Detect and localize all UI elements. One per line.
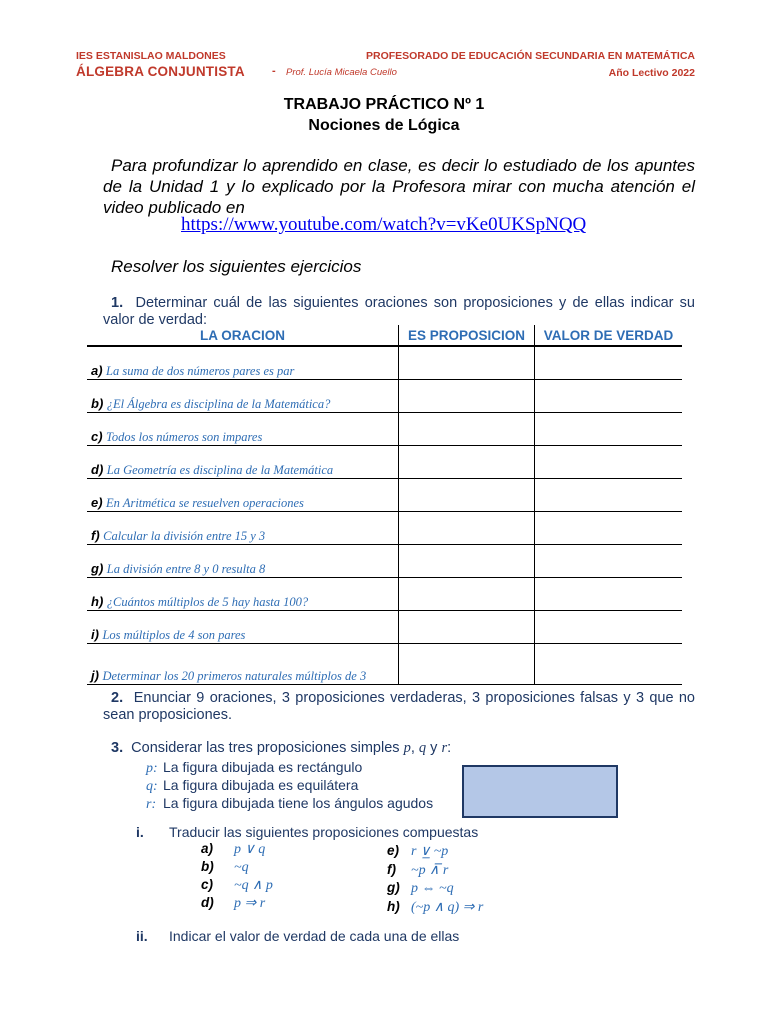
sentence-cell bbox=[87, 512, 399, 545]
video-link[interactable]: https://www.youtube.com/watch?v=vKe0UKSpNQQ bbox=[181, 214, 587, 235]
row-letter: d) bbox=[91, 462, 104, 477]
compound-h: h) (~p ∧ q) ⇒ r bbox=[387, 898, 484, 915]
compound-f: f) ~p ∧̅ r bbox=[387, 861, 449, 878]
var-q: q bbox=[418, 740, 427, 756]
exercise-1-number: 1. bbox=[111, 295, 124, 311]
compound-list-left bbox=[201, 840, 273, 912]
is-proposition-cell[interactable] bbox=[399, 578, 535, 611]
var-p: p bbox=[403, 740, 411, 756]
exercise-3 bbox=[111, 740, 451, 757]
exercise-1 bbox=[103, 295, 695, 329]
truth-value-cell[interactable] bbox=[535, 413, 683, 446]
compound-list-right bbox=[387, 842, 483, 916]
row-letter: b) bbox=[91, 396, 104, 411]
part-i-label: i. bbox=[136, 824, 144, 840]
truth-value-cell[interactable] bbox=[535, 644, 683, 685]
sentence-cell bbox=[87, 479, 399, 512]
exercise-2-text: Enunciar 9 oraciones, 3 proposiciones verdaderas, 3 proposiciones falsas y 3 que no sean proposiciones. bbox=[103, 690, 695, 723]
institution-name: IES ESTANISLAO MALDONES bbox=[76, 50, 226, 62]
row-sentence: ¿El Álgebra es disciplina de la Matemática? bbox=[106, 397, 331, 411]
part-i bbox=[136, 824, 478, 840]
row-sentence: ¿Cuántos múltiplos de 5 hay hasta 100? bbox=[106, 595, 309, 609]
part-i-text: Traducir las siguientes proposiciones compuestas bbox=[169, 824, 479, 840]
row-letter: f) bbox=[91, 528, 100, 543]
definitions-list bbox=[146, 759, 433, 813]
truth-value-cell[interactable] bbox=[535, 346, 683, 380]
comma: , bbox=[410, 740, 415, 756]
is-proposition-cell[interactable] bbox=[399, 611, 535, 644]
row-letter: c) bbox=[91, 429, 103, 444]
row-sentence: La suma de dos números pares es par bbox=[106, 364, 295, 378]
table-row bbox=[87, 644, 682, 685]
compound-c: c) ~q ∧ p bbox=[201, 877, 273, 893]
is-proposition-cell[interactable] bbox=[399, 413, 535, 446]
truth-value-cell[interactable] bbox=[535, 578, 683, 611]
sentence-cell bbox=[87, 380, 399, 413]
header-separator: - bbox=[272, 65, 276, 77]
compound-g: g) p ⇔ ~q bbox=[387, 880, 454, 896]
exercise-3-text: Considerar las tres proposiciones simples bbox=[131, 740, 400, 756]
row-letter: i) bbox=[91, 627, 99, 642]
compound-a: a) p ∨ q bbox=[201, 841, 266, 857]
is-proposition-cell[interactable] bbox=[399, 346, 535, 380]
truth-value-cell[interactable] bbox=[535, 545, 683, 578]
exercise-2-number: 2. bbox=[111, 690, 124, 706]
row-letter: e) bbox=[91, 495, 103, 510]
intro-paragraph: Para profundizar lo aprendido en clase, es decir lo estudiado de los apuntes de la Unidad 1 y lo explicado por la Profesora mirar con mucha atención el video publicado en bbox=[103, 156, 695, 217]
truth-value-cell[interactable] bbox=[535, 512, 683, 545]
exercise-1-text: Determinar cuál de las siguientes oraciones son proposiciones y de ellas indicar su valor de verdad: bbox=[103, 295, 696, 328]
page-title: TRABAJO PRÁCTICO Nº 1 bbox=[283, 96, 485, 113]
sentence-cell bbox=[87, 545, 399, 578]
school-year: Año Lectivo 2022 bbox=[608, 67, 695, 79]
page-subtitle: Nociones de Lógica bbox=[308, 117, 460, 134]
is-proposition-cell[interactable] bbox=[399, 479, 535, 512]
truth-value-cell[interactable] bbox=[535, 380, 683, 413]
table-row bbox=[87, 578, 682, 611]
row-letter: g) bbox=[91, 561, 104, 576]
part-ii-label: ii. bbox=[136, 928, 148, 944]
part-ii bbox=[136, 928, 459, 944]
subject-name: ÁLGEBRA CONJUNTISTA bbox=[76, 64, 245, 79]
definition-q: q: La figura dibujada es equilátera bbox=[146, 777, 359, 794]
conjunction-y: y bbox=[430, 740, 438, 756]
is-proposition-cell[interactable] bbox=[399, 512, 535, 545]
professor-name: Prof. Lucía Micaela Cuello bbox=[286, 67, 397, 78]
sentence-cell bbox=[87, 446, 399, 479]
col-header-is-proposition: ES PROPOSICION bbox=[399, 325, 535, 346]
row-sentence: La Geometría es disciplina de la Matemática bbox=[106, 463, 334, 477]
compound-e: e) r ∨̲ ~p bbox=[387, 843, 449, 859]
definition-r: r: La figura dibujada tiene los ángulos agudos bbox=[146, 795, 434, 812]
compound-b: b) ~q bbox=[201, 859, 249, 875]
table-row bbox=[87, 446, 682, 479]
table-row bbox=[87, 512, 682, 545]
definition-p: p: La figura dibujada es rectángulo bbox=[146, 759, 363, 776]
truth-value-cell[interactable] bbox=[535, 446, 683, 479]
sentence-cell bbox=[87, 346, 399, 380]
exercise-2 bbox=[103, 690, 695, 724]
row-letter: h) bbox=[91, 594, 104, 609]
is-proposition-cell[interactable] bbox=[399, 446, 535, 479]
row-sentence: Los múltiplos de 4 son pares bbox=[102, 628, 246, 642]
sentence-cell bbox=[87, 578, 399, 611]
sentence-cell bbox=[87, 413, 399, 446]
row-letter: j) bbox=[91, 668, 99, 683]
sentence-cell bbox=[87, 611, 399, 644]
table-row bbox=[87, 479, 682, 512]
program-name: PROFESORADO DE EDUCACIÓN SECUNDARIA EN MATEMÁTICA bbox=[365, 50, 695, 62]
truth-value-cell[interactable] bbox=[535, 611, 683, 644]
part-ii-text: Indicar el valor de verdad de cada una de ellas bbox=[169, 928, 460, 944]
table-row bbox=[87, 611, 682, 644]
table-row bbox=[87, 380, 682, 413]
row-letter: a) bbox=[91, 363, 103, 378]
row-sentence: En Aritmética se resuelven operaciones bbox=[106, 496, 304, 510]
row-sentence: Calcular la división entre 15 y 3 bbox=[103, 529, 266, 543]
row-sentence: Todos los números son impares bbox=[106, 430, 263, 444]
is-proposition-cell[interactable] bbox=[399, 644, 535, 685]
compound-d: d) p ⇒ r bbox=[201, 895, 266, 911]
table-row bbox=[87, 346, 682, 380]
var-r: r bbox=[441, 740, 448, 756]
truth-value-cell[interactable] bbox=[535, 479, 683, 512]
is-proposition-cell[interactable] bbox=[399, 545, 535, 578]
figure-placeholder-box bbox=[462, 765, 618, 818]
colon: : bbox=[447, 740, 452, 756]
table-row bbox=[87, 413, 682, 446]
instruction-text: Resolver los siguientes ejercicios bbox=[111, 257, 362, 276]
col-header-truth-value: VALOR DE VERDAD bbox=[535, 325, 683, 346]
is-proposition-cell[interactable] bbox=[399, 380, 535, 413]
sentence-cell bbox=[87, 644, 399, 685]
exercise-3-number: 3. bbox=[111, 740, 124, 756]
row-sentence: La división entre 8 y 0 resulta 8 bbox=[106, 562, 266, 576]
col-header-sentence: LA ORACION bbox=[87, 325, 399, 346]
propositions-table bbox=[87, 325, 682, 685]
table-row bbox=[87, 545, 682, 578]
row-sentence: Determinar los 20 primeros naturales múltiplos de 3 bbox=[102, 669, 367, 683]
